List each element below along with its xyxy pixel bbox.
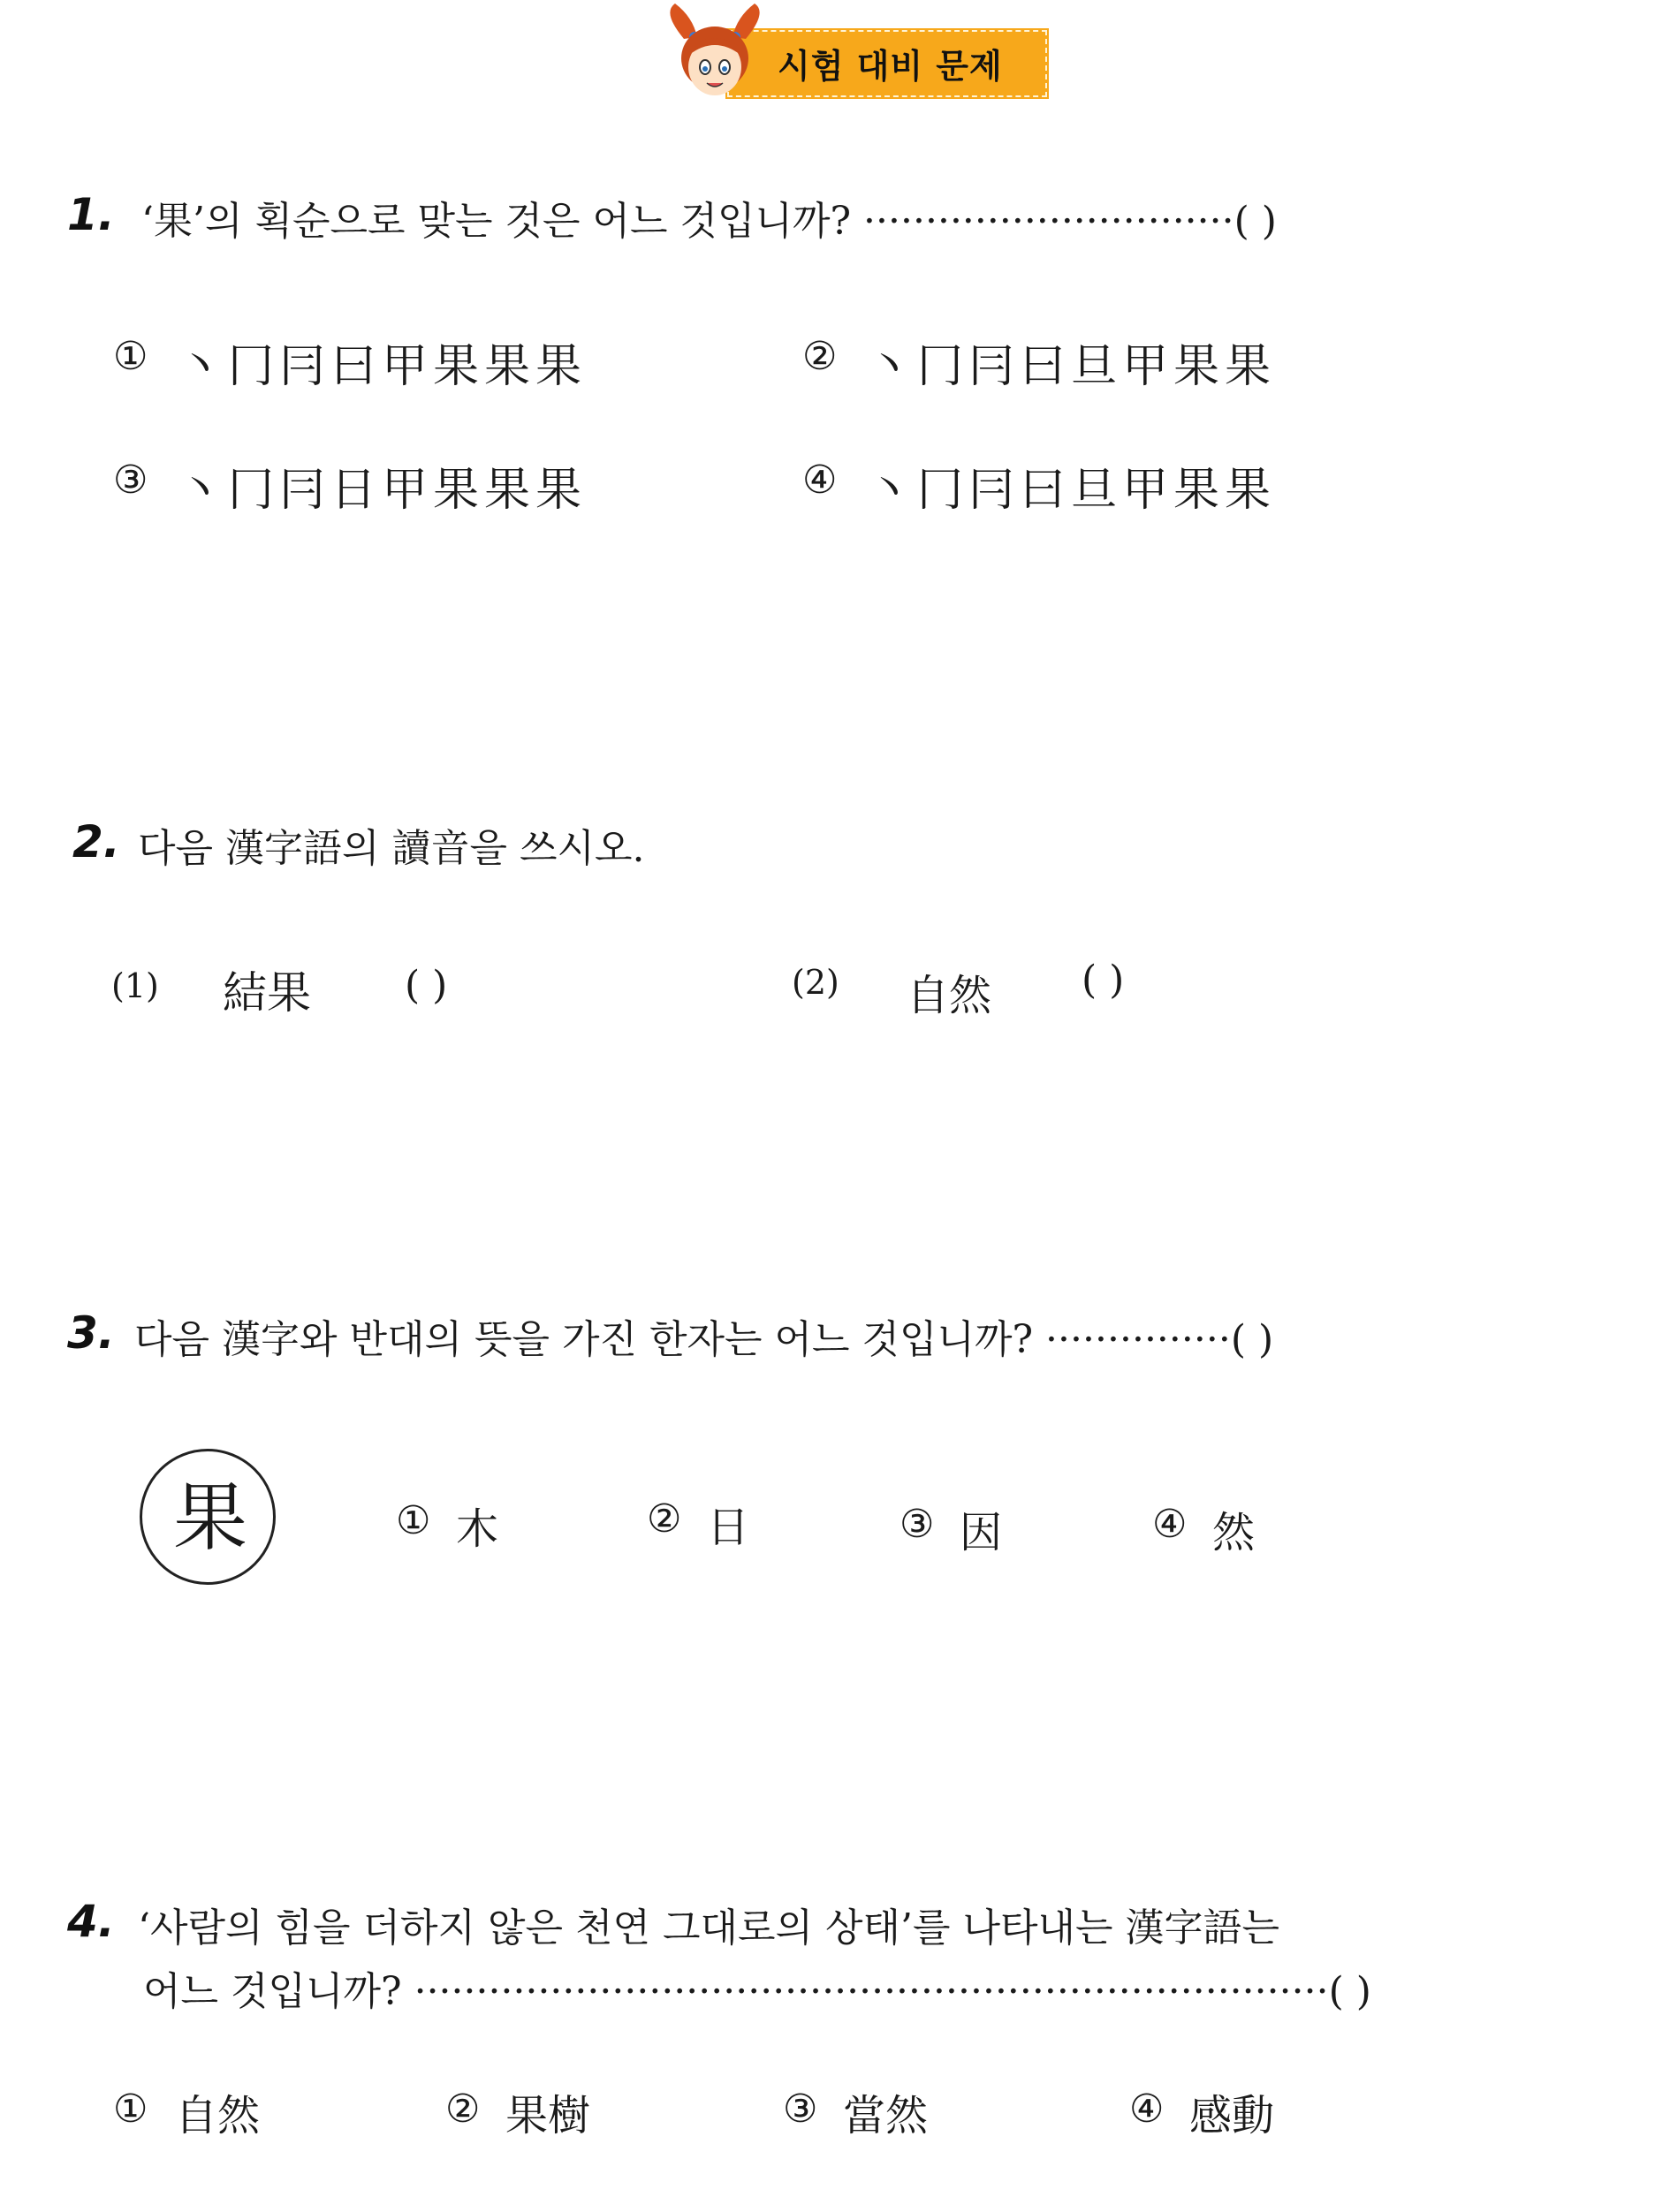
- q4-option-1-marker[interactable]: ①: [113, 2087, 148, 2132]
- q1-option-3-marker[interactable]: ③: [113, 458, 148, 503]
- q4-number: 4.: [67, 1896, 115, 1947]
- q4-option-2-marker[interactable]: ②: [445, 2087, 481, 2132]
- q3-option-1-char: 木: [456, 1504, 499, 1554]
- q3-option-1-marker[interactable]: ①: [396, 1498, 431, 1543]
- header-title: 시험 대비 문제: [778, 47, 1003, 86]
- q3-option-2-marker[interactable]: ②: [647, 1496, 682, 1542]
- q4-option-4-marker[interactable]: ④: [1129, 2087, 1165, 2132]
- q3-option-4-marker[interactable]: ④: [1152, 1502, 1188, 1547]
- q2-item-2-marker: (2): [792, 963, 839, 1002]
- q4-text-line2: 어느 것입니까? ··········································································( ): [143, 1969, 1371, 2014]
- q4-option-3-marker[interactable]: ③: [783, 2087, 818, 2132]
- q2-item-2-answer-blank[interactable]: ( ): [1082, 958, 1125, 1003]
- q3-given-char: 果: [172, 1474, 247, 1561]
- q4-option-4-word: 感動: [1189, 2091, 1275, 2140]
- q3-text: 다음 漢字와 반대의 뜻을 가진 한자는 어느 것입니까? ···············( ): [134, 1317, 1274, 1362]
- q2-number: 2.: [72, 816, 120, 867]
- q4-option-3-word: 當然: [843, 2091, 929, 2140]
- q1-text: ‘果’의 획순으로 맞는 것은 어느 것입니까? ······························( ): [141, 199, 1277, 244]
- q2-item-1-answer-blank[interactable]: ( ): [405, 963, 448, 1008]
- q4-text-line1: ‘사람의 힘을 더하지 않은 천연 그대로의 상태’를 나타내는 漢字語는: [138, 1905, 1279, 1951]
- q3-option-3-char: 因: [960, 1508, 1003, 1557]
- q1-option-3-strokes: 丶冂冃日甲果果果: [177, 464, 588, 517]
- q1-option-2-strokes: 丶冂冃曰旦甲果果: [866, 340, 1277, 393]
- q3-number: 3.: [67, 1307, 115, 1359]
- q2-item-1-marker: (1): [111, 966, 159, 1005]
- q1-option-2-marker[interactable]: ②: [802, 334, 838, 379]
- q3-given-char-circle: [140, 1449, 276, 1585]
- girl-mascot-icon: [657, 4, 772, 110]
- q2-text: 다음 漢字語의 讀音을 쓰시오.: [138, 826, 645, 871]
- q3-option-2-char: 日: [707, 1503, 750, 1552]
- q1-option-4-marker[interactable]: ④: [802, 458, 838, 503]
- q1-option-4-strokes: 丶冂冃曰旦甲果果: [866, 464, 1277, 517]
- q3-option-3-marker[interactable]: ③: [900, 1502, 935, 1547]
- q4-option-1-word: 自然: [175, 2091, 261, 2140]
- q3-option-4-char: 然: [1212, 1508, 1256, 1557]
- q1-option-1-marker[interactable]: ①: [113, 334, 148, 379]
- q2-item-2-word: 自然: [907, 971, 992, 1020]
- q1-option-1-strokes: 丶冂冃曰甲果果果: [177, 340, 588, 393]
- q4-option-2-word: 果樹: [505, 2091, 591, 2140]
- q2-item-1-word: 結果: [223, 967, 311, 1019]
- q1-number: 1.: [67, 189, 115, 240]
